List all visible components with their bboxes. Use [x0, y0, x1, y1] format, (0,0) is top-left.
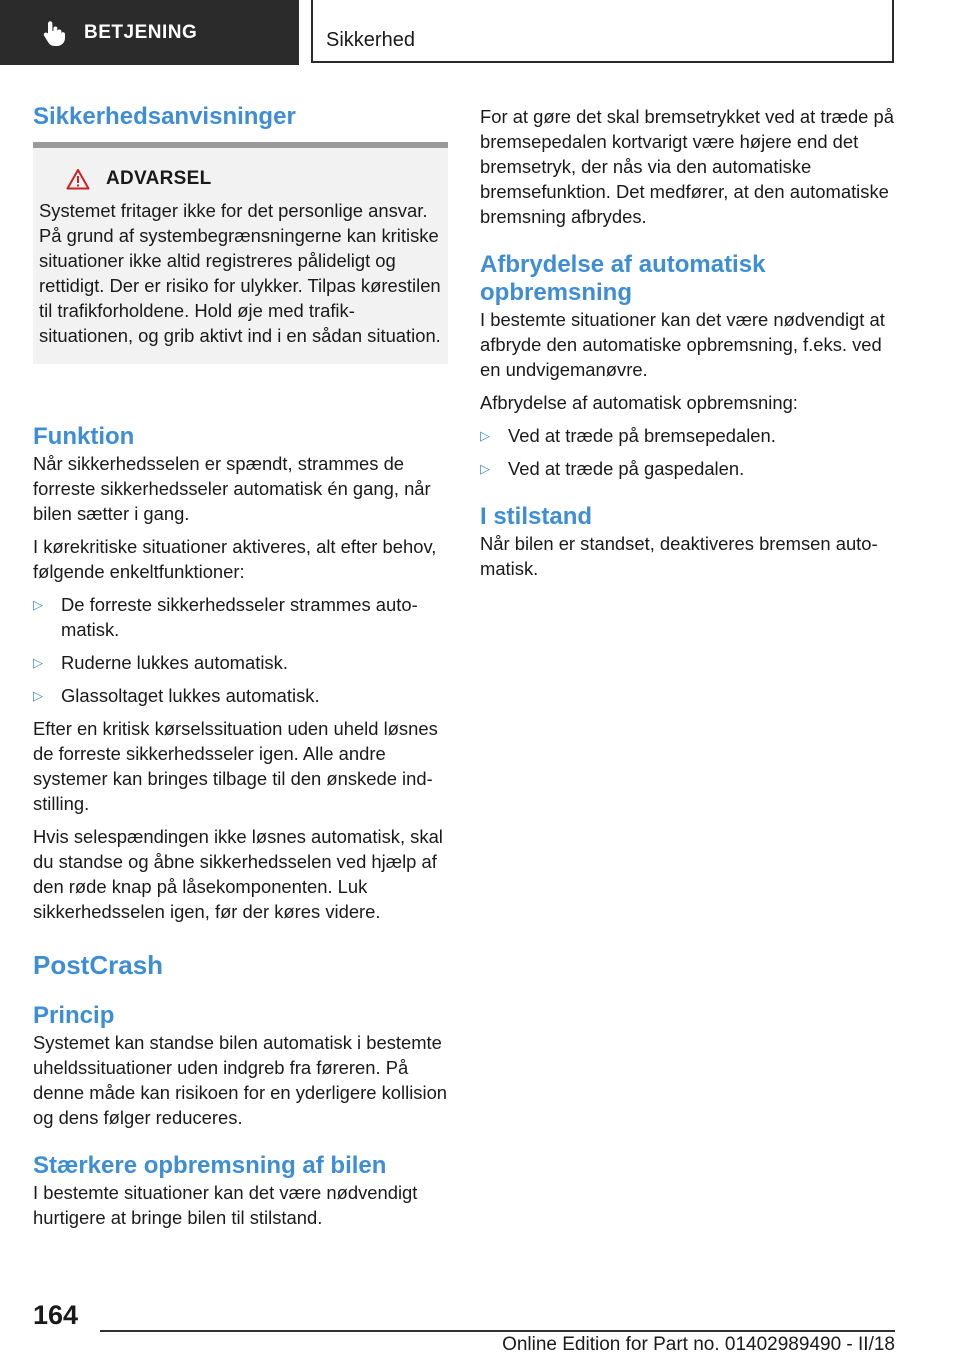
list-item: ▷ De forreste sikkerhedsseler strammes automatisk.	[33, 594, 418, 640]
bullet-triangle-icon: ▷	[33, 655, 43, 670]
list-item: ▷ Ved at træde på bremsepedalen.	[480, 425, 776, 446]
list-item: ▷ Glassoltaget lukkes automatisk.	[33, 685, 320, 706]
funktion-paragraph: I kørekritiske situationer aktiveres, alt efter behov, følgende enkeltfunktioner:	[33, 536, 437, 582]
bullet-triangle-icon: ▷	[33, 597, 43, 612]
abort-paragraph: I bestemte situationer kan det være nødvendigt at afbryde den automatiske opbremsning, f.eks. ved en undvigemanøvre.	[480, 309, 885, 380]
chapter-header	[311, 0, 894, 63]
funktion-paragraph: Efter en kritisk kørselssituation uden uheld løsnes de forreste sikkerhedsseler igen. Alle andre systemer kan bringes tilbage til den ønskede indstilling.	[33, 718, 438, 814]
bullet-triangle-icon: ▷	[33, 688, 43, 703]
funktion-paragraph: Hvis selespændingen ikke løsnes automatisk, skal du standse og åbne sikkerhedsselen ved hjælp af den røde knap på låsekomponenten. Luk sikkerhedsselen igen, før der køres videre.	[33, 826, 443, 922]
safety-instructions-heading: Sikkerhedsanvisninger	[33, 103, 296, 130]
list-item: ▷ Ruderne lukkes automatisk.	[33, 652, 288, 673]
postcrash-section	[33, 950, 448, 1238]
standstill-paragraph: Når bilen er standset, deaktiveres bremsen automatisk.	[480, 533, 878, 579]
section-label: BETJENING	[84, 21, 198, 43]
footer-divider	[100, 1330, 895, 1332]
princip-paragraph: Systemet kan standse bilen automatisk i bestemte uheldssituationer uden indgreb fra føreren. På denne måde kan risikoen for en yderligere kollision og dens følger reduceres.	[33, 1032, 448, 1128]
warning-triangle-icon	[66, 168, 90, 190]
bullet-triangle-icon: ▷	[480, 461, 490, 476]
warning-box	[33, 142, 448, 364]
abort-paragraph: Afbrydelse af automatisk opbremsning:	[480, 392, 798, 413]
funktion-heading: Funktion	[33, 423, 135, 450]
funktion-section	[33, 423, 448, 932]
warning-label: ADVARSEL	[106, 168, 212, 189]
list-item: ▷ Ved at træde på gaspedalen.	[480, 458, 745, 479]
section-tab	[0, 0, 299, 65]
braking-paragraph: I bestemte situationer kan det være nødvendigt hurtigere at bringe bilen til stilstand.	[33, 1182, 418, 1228]
standstill-heading: I stilstand	[480, 503, 593, 530]
abort-heading: Afbrydelse af automatisk opbremsning	[480, 251, 766, 306]
warning-text: Systemet fritager ikke for det personlige ansvar. På grund af systembegrænsningerne kan kritiske situationer ikke altid registreres pålideligt og rettidigt. Der er risiko for ulykker. Tilpas kørestilen til trafikforholdene. Hold øje med trafiksituationen, og grib aktivt ind i en sådan situation.	[39, 200, 441, 346]
braking-heading: Stærkere opbremsning af bilen	[33, 1152, 387, 1179]
postcrash-heading: PostCrash	[33, 950, 164, 980]
hand-pointer-icon	[40, 19, 66, 47]
page-number: 164	[33, 1300, 79, 1330]
princip-heading: Princip	[33, 1002, 115, 1029]
braking-paragraph: For at gøre det skal bremsetrykket ved at træde på bremsepedalen kortvarigt være højere end det bremsetryk, der nås via den automatiske bremsefunktion. Det medfører, at den automatiske bremsning afbrydes.	[480, 106, 894, 227]
edition-note: Online Edition for Part no. 01402989490 - II/18	[502, 1334, 895, 1355]
chapter-title: Sikkerhed	[326, 29, 415, 51]
bullet-triangle-icon: ▷	[480, 428, 490, 443]
funktion-paragraph: Når sikkerhedsselen er spændt, strammes de forreste sikkerhedsseler automatisk én gang, når bilen sætter i gang.	[33, 453, 431, 524]
